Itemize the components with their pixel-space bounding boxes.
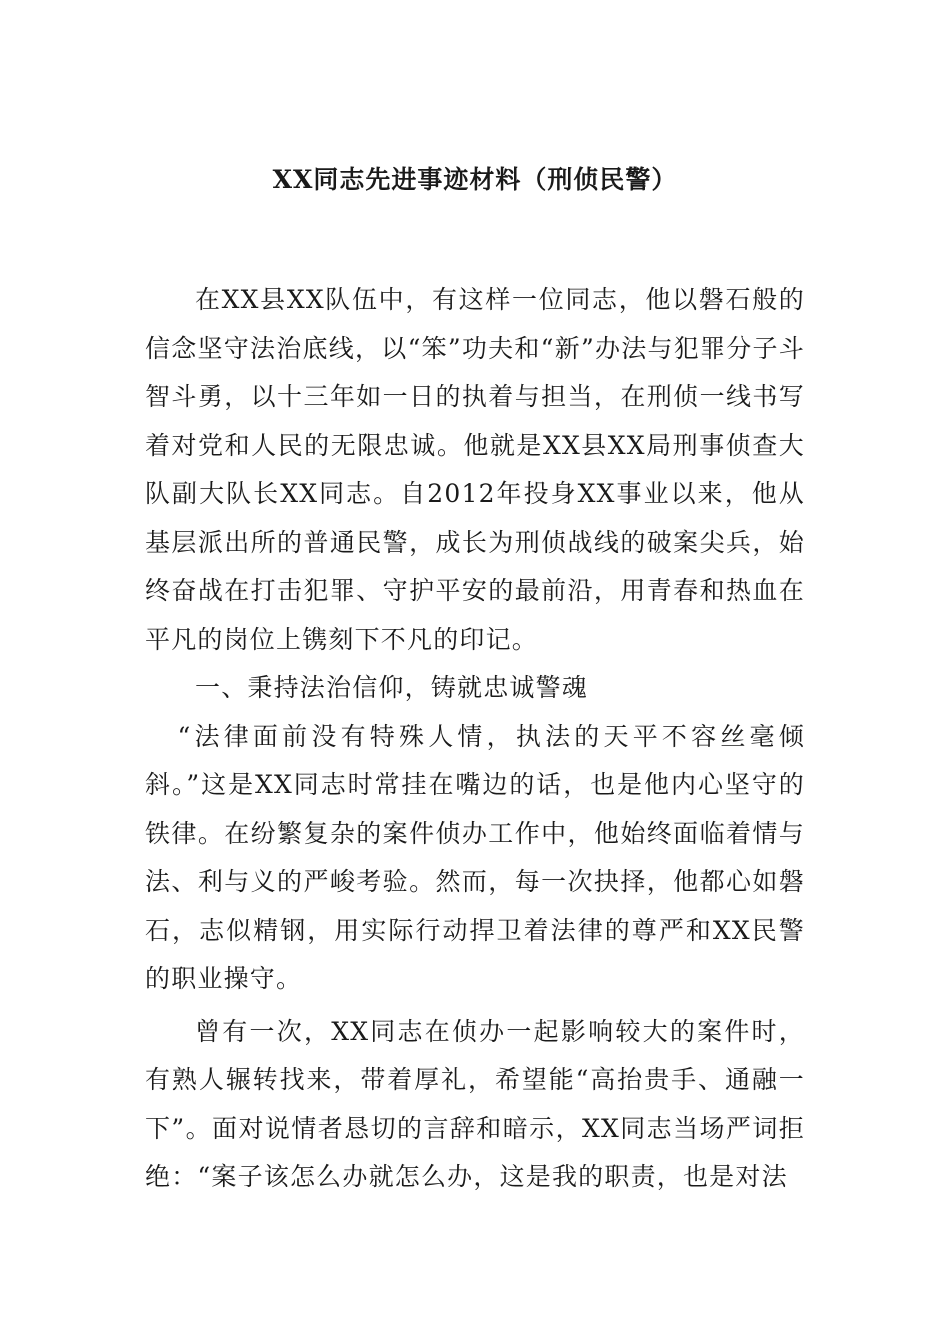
section-heading: 一、秉持法治信仰，铸就忠诚警魂 xyxy=(195,673,589,702)
paragraph-quote: “法律面前没有特殊人情，执法的天平不容丝毫倾斜。”这是XX同志时常挂在嘴边的话，也是他内心坚守的铁律。在纷繁复杂的案件侦办工作中，他始终面临着情与法、利与义的严峻考验。然而，每一次抉择，他都心如磐石，志似精钢，用实际行动捍卫着法律的尊严和XX民警的职业操守。 xyxy=(145,721,805,993)
document-title: XX同志先进事迹材料（刑侦民警） xyxy=(272,165,678,194)
document-body xyxy=(145,276,805,1202)
paragraph-intro: 在XX县XX队伍中，有这样一位同志，他以磐石般的信念坚守法治底线，以“笨”功夫和“新”办法与犯罪分子斗智斗勇，以十三年如一日的执着与担当，在刑侦一线书写着对党和人民的无限忠诚。他就是XX县XX局刑事侦查大队副大队长XX同志。自2012年投身XX事业以来，他从基层派出所的普通民警，成长为刑侦战线的破案尖兵，始终奋战在打击犯罪、守护平安的最前沿，用青春和热血在平凡的岗位上镌刻下不凡的印记。 xyxy=(145,285,805,654)
paragraph-story: 曾有一次，XX同志在侦办一起影响较大的案件时，有熟人辗转找来，带着厚礼，希望能“高抬贵手、通融一下”。面对说情者恳切的言辞和暗示，XX同志当场严词拒绝：“案子该怎么办就怎么办，这是我的职责，也是对法 xyxy=(145,1016,805,1191)
